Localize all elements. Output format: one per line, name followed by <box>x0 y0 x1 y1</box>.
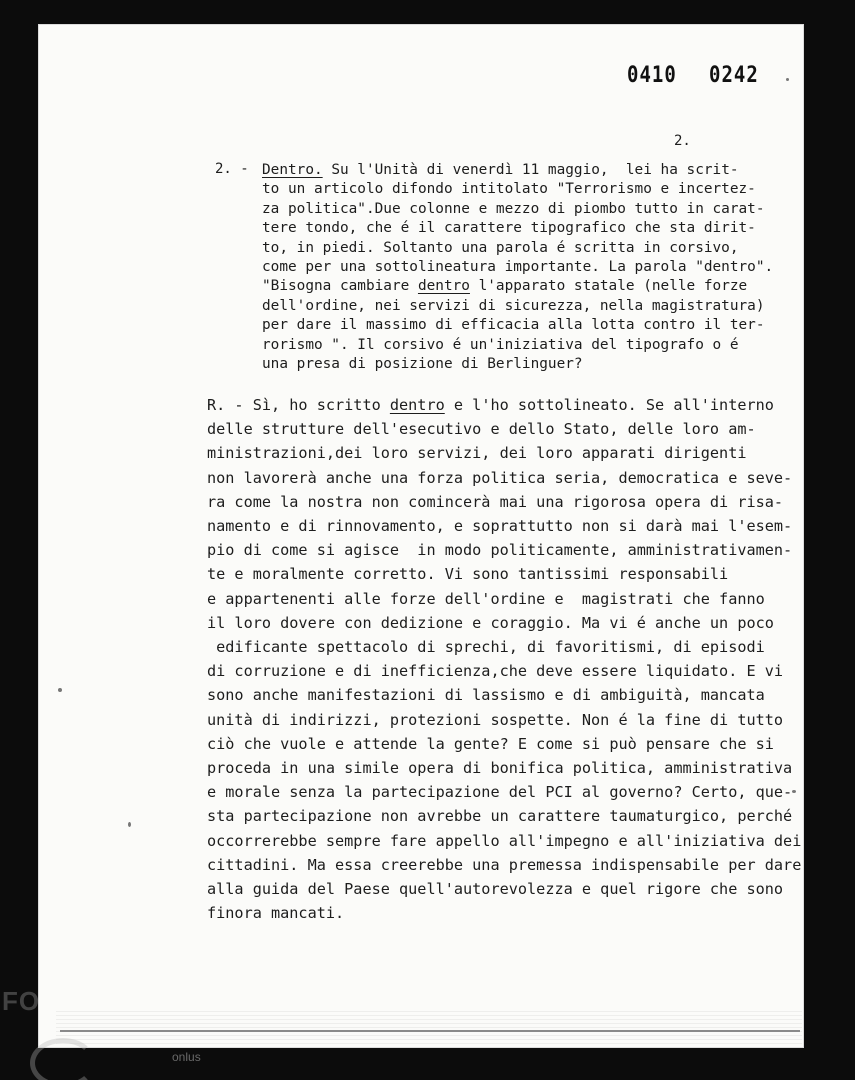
watermark-ring-icon <box>30 1038 96 1080</box>
question-paragraph <box>262 161 822 374</box>
text-run: te e moralmente corretto. Vi sono tantissimi responsabili <box>207 565 729 584</box>
text-run: e appartenenti alle forze dell'ordine e magistrati che fanno <box>207 589 765 608</box>
text-run: cittadini. Ma essa creerebbe una premessa indispensabile per dare <box>207 855 802 874</box>
text-run: ra come la nostra non comincerà mai una rigorosa opera di risa- <box>207 492 784 511</box>
text-run: Su l'Unità di venerdì 11 maggio, lei ha scrit- <box>322 162 739 178</box>
text-run: come per una sottolineatura importante. La parola "dentro". <box>262 259 774 276</box>
text-run: di corruzione e di inefficienza,che deve essere liquidato. E vi <box>207 662 784 681</box>
text-run: namento e di rinnovamento, e soprattutto non si darà mai l'esem- <box>207 517 793 536</box>
text-run: ministrazioni,dei loro servizi, dei loro apparati dirigenti <box>207 444 747 463</box>
text-run: rorismo ". Il corsivo é un'iniziativa del tipografo o é <box>262 336 739 353</box>
answer-line <box>207 469 792 487</box>
text-run: delle strutture dell'esecutivo e dello Stato, delle loro am- <box>207 420 756 439</box>
text-run: unità di indirizzi, protezioni sospette. Non é la fine di tutto <box>207 710 784 729</box>
text-run: R. - Sì, ho scritto <box>207 396 390 414</box>
watermark-logo: FO <box>2 986 41 1016</box>
text-run: dell'ordine, nei servizi di sicurezza, nella magistratura) <box>262 297 765 314</box>
question-line <box>262 162 739 178</box>
question-line <box>262 259 773 275</box>
question-line <box>262 181 756 197</box>
scan-speck <box>58 688 62 692</box>
answer-line <box>207 735 774 753</box>
question-line <box>262 356 583 372</box>
scan-speck <box>128 822 131 827</box>
watermark-suffix: onlus <box>172 1050 201 1064</box>
question-line <box>262 298 765 314</box>
text-run: edificante spettacolo di sprechi, di favoritismi, di episodi <box>207 638 765 657</box>
text-run: sono anche manifestazioni di lassismo e di ambiguità, mancata <box>207 686 765 705</box>
page-number: 2. <box>674 133 691 149</box>
underlined-word: dentro <box>389 396 445 414</box>
text-run: to, in piedi. Soltanto una parola é scritta in corsivo, <box>262 239 739 256</box>
answer-line <box>207 662 783 680</box>
answer-line <box>207 711 783 729</box>
question-line <box>262 201 765 217</box>
text-run: non lavorerà anche una forza politica seria, democratica e seve- <box>207 468 793 487</box>
text-run: alla guida del Paese quell'autorevolezza e quel rigore che sono <box>207 880 784 899</box>
answer-line <box>207 807 792 825</box>
text-run: l'apparato statale (nelle forze <box>469 278 748 295</box>
answer-line <box>207 396 774 414</box>
answer-line <box>207 614 774 632</box>
answer-line <box>207 638 765 656</box>
answer-line <box>207 541 792 559</box>
underlined-word: Dentro. <box>262 162 323 178</box>
question-line <box>262 317 765 333</box>
text-run: per dare il massimo di efficacia alla lotta contro il ter- <box>262 317 765 334</box>
text-run: occorrerebbe sempre fare appello all'impegno e all'iniziativa dei <box>207 831 802 850</box>
question-line <box>262 337 739 353</box>
answer-line <box>207 493 783 511</box>
answer-line <box>207 856 801 874</box>
text-run: una presa di posizione di Berlinguer? <box>262 356 583 373</box>
text-run: il loro dovere con dedizione e coraggio. Ma vi é anche un poco <box>207 613 774 632</box>
text-run: to un articolo difondo intitolato "Terrorismo e incertez- <box>262 181 756 198</box>
text-run: e morale senza la partecipazione del PCI al governo? Certo, que- <box>207 783 793 802</box>
answer-line <box>207 904 344 922</box>
archive-code-secondary: 0242 <box>709 62 759 88</box>
text-run: ciò che vuole e attende la gente? E come si può pensare che si <box>207 734 774 753</box>
text-run: tere tondo, che é il carattere tipografico che sta dirit- <box>262 220 756 237</box>
answer-line <box>207 832 801 850</box>
text-run: za politica".Due colonne e mezzo di piombo tutto in carat- <box>262 200 765 217</box>
text-run: proceda in una simile opera di bonifica politica, amministrativa <box>207 759 793 778</box>
answer-line <box>207 517 792 535</box>
answer-line <box>207 759 792 777</box>
answer-line <box>207 444 746 462</box>
answer-line <box>207 590 765 608</box>
text-run: pio di come si agisce in modo politicamente, amministrativamen- <box>207 541 793 560</box>
scan-edge-line <box>60 1030 800 1032</box>
answer-line <box>207 686 765 704</box>
scan-noise-band <box>56 1008 802 1044</box>
question-line <box>262 278 747 294</box>
archive-code-primary: 0410 <box>627 62 677 88</box>
answer-line <box>207 565 728 583</box>
text-run: finora mancati. <box>207 904 345 923</box>
underlined-word: dentro <box>417 278 470 295</box>
answer-line <box>207 420 756 438</box>
answer-line <box>207 880 783 898</box>
text-run: sta partecipazione non avrebbe un carattere taumaturgico, perché <box>207 807 793 826</box>
scan-speck <box>786 78 789 81</box>
question-line <box>262 240 739 256</box>
scan-speck <box>792 790 796 793</box>
question-number: 2. - <box>215 161 249 177</box>
text-run: e l'ho sottolineato. Se all'interno <box>444 396 774 414</box>
text-run: "Bisogna cambiare <box>262 278 418 295</box>
question-line <box>262 220 756 236</box>
answer-line <box>207 783 792 801</box>
answer-paragraph <box>207 393 827 925</box>
